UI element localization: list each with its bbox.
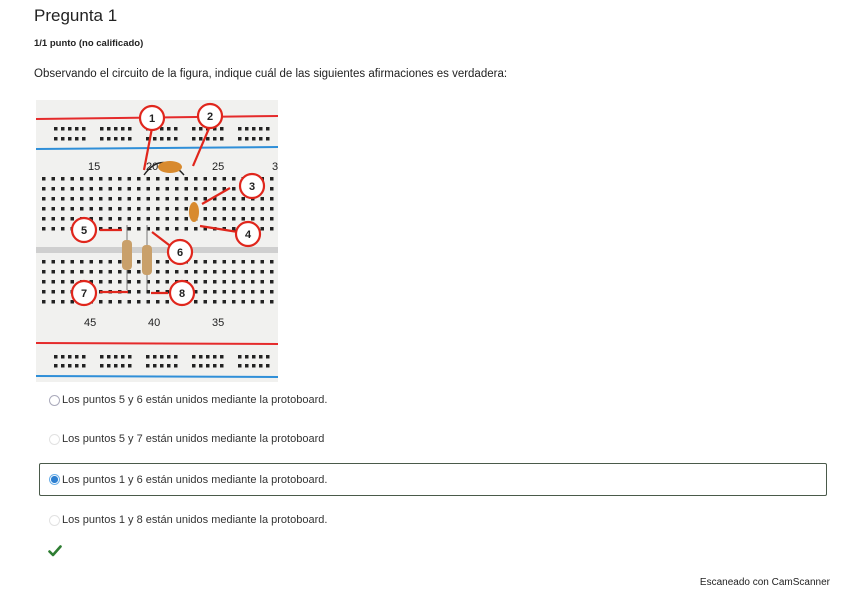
radio-button[interactable] xyxy=(49,395,60,406)
radio-button[interactable] xyxy=(49,434,60,445)
col-number-40: 40 xyxy=(148,317,161,329)
capacitor-right xyxy=(189,202,199,222)
col-number-3: 3 xyxy=(272,161,278,173)
answer-option-1[interactable] xyxy=(40,385,824,415)
radio-button[interactable] xyxy=(49,515,60,526)
resistor-left xyxy=(122,240,132,270)
svg-text:6: 6 xyxy=(176,247,184,259)
marker-7 xyxy=(72,281,96,305)
answer-option-label: Los puntos 5 y 7 están unidos mediante la protoboard xyxy=(62,433,325,445)
col-number-45: 45 xyxy=(84,317,97,329)
svg-text:4: 4 xyxy=(244,229,252,241)
marker-6 xyxy=(168,240,192,264)
answer-option-4[interactable] xyxy=(40,505,824,535)
svg-text:2: 2 xyxy=(206,111,214,123)
answer-option-2[interactable] xyxy=(40,424,824,454)
col-number-25: 25 xyxy=(212,161,225,173)
marker-1 xyxy=(140,106,164,130)
correct-check-icon xyxy=(48,545,62,557)
question-prompt: Observando el circuito de la figura, indique cuál de las siguientes afirmaciones es verdadera: xyxy=(34,68,508,80)
answer-option-label: Los puntos 1 y 6 están unidos mediante la protoboard. xyxy=(62,473,328,486)
breadboard-figure xyxy=(36,100,278,382)
answer-option-label: Los puntos 5 y 6 están unidos mediante la protoboard. xyxy=(62,394,328,406)
marker-2 xyxy=(198,104,222,128)
svg-text:1: 1 xyxy=(148,113,156,125)
answer-option-label: Los puntos 1 y 8 están unidos mediante la protoboard. xyxy=(62,514,328,526)
marker-4 xyxy=(236,222,260,246)
svg-text:5: 5 xyxy=(80,225,88,237)
resistor-right xyxy=(142,245,152,275)
capacitor-top xyxy=(158,161,182,173)
svg-text:8: 8 xyxy=(178,288,186,300)
svg-text:3: 3 xyxy=(248,181,256,193)
marker-5 xyxy=(72,218,96,242)
question-title: Pregunta 1 xyxy=(34,6,118,25)
answer-option-3[interactable] xyxy=(39,463,827,496)
question-points: 1/1 punto (no calificado) xyxy=(34,38,144,49)
marker-8 xyxy=(170,281,194,305)
scanner-watermark: Escaneado con CamScanner xyxy=(699,577,830,588)
radio-button-selected[interactable] xyxy=(49,474,60,485)
marker-3 xyxy=(240,174,264,198)
svg-text:7: 7 xyxy=(80,288,88,300)
col-number-35: 35 xyxy=(212,317,225,329)
col-number-20: 20 xyxy=(146,161,159,173)
col-number-15: 15 xyxy=(88,161,101,173)
